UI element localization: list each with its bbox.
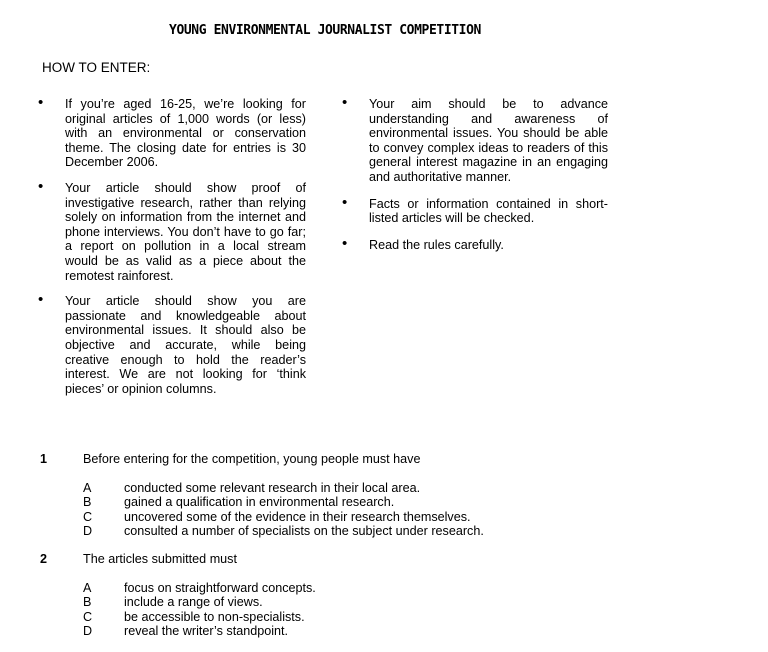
bullet-item (38, 94, 306, 170)
bullet-item (38, 177, 306, 283)
option-letter: A (83, 581, 92, 595)
bullet-icon: • (38, 94, 44, 111)
answer-option-c[interactable] (83, 610, 316, 624)
bullet-icon: • (38, 177, 44, 195)
bullet-item (342, 94, 608, 185)
option-text: include a range of views. (124, 595, 263, 610)
bullet-text: Read the rules carefully. (369, 237, 504, 252)
question-number: 1 (40, 452, 48, 466)
answer-option-a[interactable] (83, 581, 316, 595)
bullet-icon: • (342, 193, 348, 211)
answer-option-d[interactable] (83, 524, 484, 538)
option-text: reveal the writer’s standpoint. (124, 624, 289, 639)
option-letter: C (83, 609, 93, 624)
question-number: 2 (40, 552, 48, 566)
option-letter: B (83, 495, 92, 510)
bullet-item (342, 193, 608, 226)
option-letter: D (83, 624, 93, 639)
page-title: YOUNG ENVIRONMENTAL JOURNALIST COMPETITION (169, 23, 481, 38)
bullet-text: Facts or information contained in short-listed articles will be checked. (369, 196, 608, 226)
option-text: conducted some relevant research in their local area. (124, 481, 421, 495)
answer-option-b[interactable] (83, 595, 316, 609)
right-bullet-list (342, 94, 608, 252)
answer-option-d[interactable] (83, 624, 316, 638)
answer-options (83, 581, 316, 639)
bullet-item (38, 291, 306, 396)
bullet-item (342, 234, 608, 253)
bullet-text: If you’re aged 16-25, we’re looking for original articles of 1,000 words (or less) with an environmental or conservation theme. The closing date for entries is 30 December 2006. (65, 97, 306, 170)
bullet-icon: • (342, 234, 348, 252)
option-text: consulted a number of specialists on the subject under research. (124, 524, 484, 539)
question-stem: The articles submitted must (83, 552, 237, 566)
option-text: gained a qualification in environmental research. (124, 495, 395, 510)
bullet-text: Your article should show proof of investigative research, rather than relying solely on information from the internet and phone interviews. You don’t have to go far; a report on pollution in a local stream would be as valid as a piece about the remotest rainforest. (65, 180, 306, 283)
option-text: uncovered some of the evidence in their research themselves. (124, 509, 471, 524)
bullet-text: Your aim should be to advance understanding and awareness of environmental issues. You should be able to convey complex ideas to readers of this general interest magazine in an engaging and authoritative manner. (369, 97, 608, 184)
option-text: focus on straightforward concepts. (124, 581, 316, 595)
answer-option-c[interactable] (83, 510, 484, 524)
answer-options (83, 481, 484, 539)
question-stem: Before entering for the competition, young people must have (83, 452, 421, 466)
option-letter: A (83, 481, 92, 495)
how-to-enter-heading: HOW TO ENTER: (42, 60, 151, 75)
option-letter: B (83, 595, 92, 610)
option-text: be accessible to non-specialists. (124, 609, 305, 624)
answer-option-a[interactable] (83, 481, 484, 495)
bullet-icon: • (38, 291, 44, 309)
bullet-text: Your article should show you are passionate and knowledgeable about environmental issues. It should also be objective and accurate, while being creative enough to hold the reader’s interest. We are not looking for ‘think pieces’ or opinion columns. (65, 294, 306, 396)
bullet-icon: • (342, 94, 348, 111)
answer-option-b[interactable] (83, 495, 484, 509)
option-letter: C (83, 509, 93, 524)
option-letter: D (83, 524, 93, 539)
left-bullet-list (38, 94, 306, 396)
